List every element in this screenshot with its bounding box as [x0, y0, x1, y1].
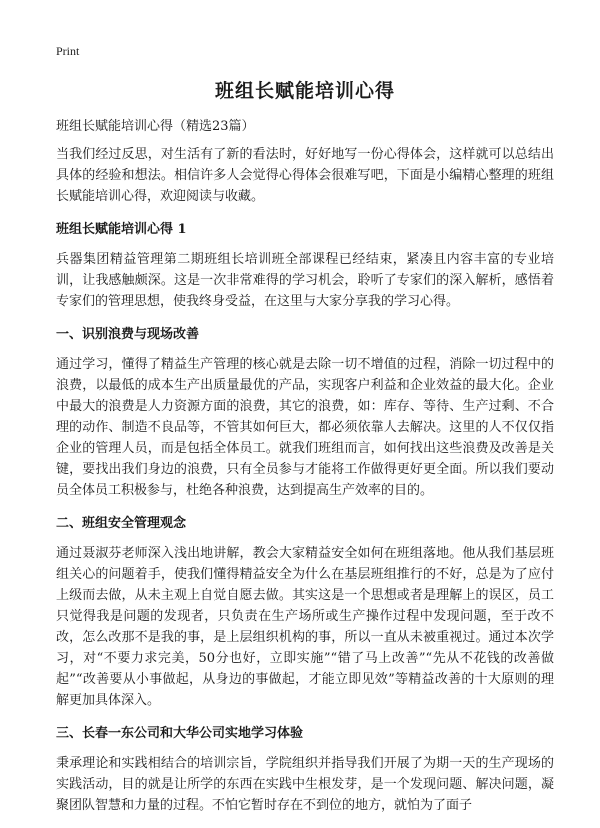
article-heading: 班组长赋能培训心得 1	[56, 222, 187, 237]
intro-paragraph: 当我们经过反思，对生活有了新的看法时，好好地写一份心得体会，这样就可以总结出具体的经验和想法。相信许多人会觉得心得体会很难写吧，下面是小编精心整理的班组长赋能培训心得，欢迎阅读与收藏。	[56, 147, 554, 204]
section-text-safety: 通过聂淑芬老师深入浅出地讲解，教会大家精益安全如何在班组落地。他从我们基层班组关心的问题着手，使我们懂得精益安全为什么在基层班组推行的不好，总是为了应付上级而去做，从未主观上自觉自愿去做。其实这是一个思想或者是理解上的误区，员工只觉得我是问题的发现者，只负责在生产场所或生产操作过程中发现问题，至于改不改，怎么改那不是我的事，是上层组织机构的事，所以一直从未被重视过。通过本次学习，对“不要力求完美，50分也好，立即实施”“错了马上改善”“先从不花钱的改善做起”“改善要从小事做起，从身边的事做起，才能立即见效”等精益改善的十大原则的理解更加具体深入。	[56, 546, 554, 708]
article-intro-paragraph: 兵器集团精益管理第二期班组长培训班全部课程已经结束，紧凑且内容丰富的专业培训，让我感触颇深。这是一次非常难得的学习机会，聆听了专家们的深入解析，感悟着专家们的管理思想，使我终身受益，在这里与大家分享我的学习心得。	[56, 252, 554, 309]
print-link[interactable]: Print	[56, 44, 80, 58]
section-heading-waste: 一、识别浪费与现场改善	[56, 327, 200, 342]
document-subtitle: 班组长赋能培训心得（精选23篇）	[56, 119, 255, 134]
section-heading-safety: 二、班组安全管理观念	[56, 516, 187, 531]
document-page	[56, 78, 554, 828]
section-heading-field-study: 三、长春一东公司和大华公司实地学习体验	[56, 726, 304, 741]
page-title: 班组长赋能培训心得	[214, 80, 395, 102]
section-text-field-study: 秉承理论和实践相结合的培训宗旨，学院组织并指导我们开展了为期一天的生产现场的实践活动，目的就是让所学的东西在实践中生根发芽，是一个发现问题、解决问题，凝聚团队智慧和力量的过程。不怕它暂时存在不到位的地方，就怕为了面子	[56, 756, 554, 813]
section-text-waste: 通过学习，懂得了精益生产管理的核心就是去除一切不增值的过程，消除一切过程中的浪费，以最低的成本生产出质量最优的产品，实现客户利益和企业效益的最大化。企业中最大的浪费是人力资源方面的浪费，其它的浪费，如：库存、等待、生产过剩、不合理的动作、制造不良品等，不管其如何巨大，都必须依靠人去解决。这里的人不仅仅指企业的管理人员，而是包括全体员工。就我们班组而言，如何找出这些浪费及改善是关键，要找出我们身边的浪费，只有全员参与才能将工作做得更好更全面。所以我们要动员全体员工积极参与，杜绝各种浪费，达到提高生产效率的目的。	[56, 357, 554, 498]
